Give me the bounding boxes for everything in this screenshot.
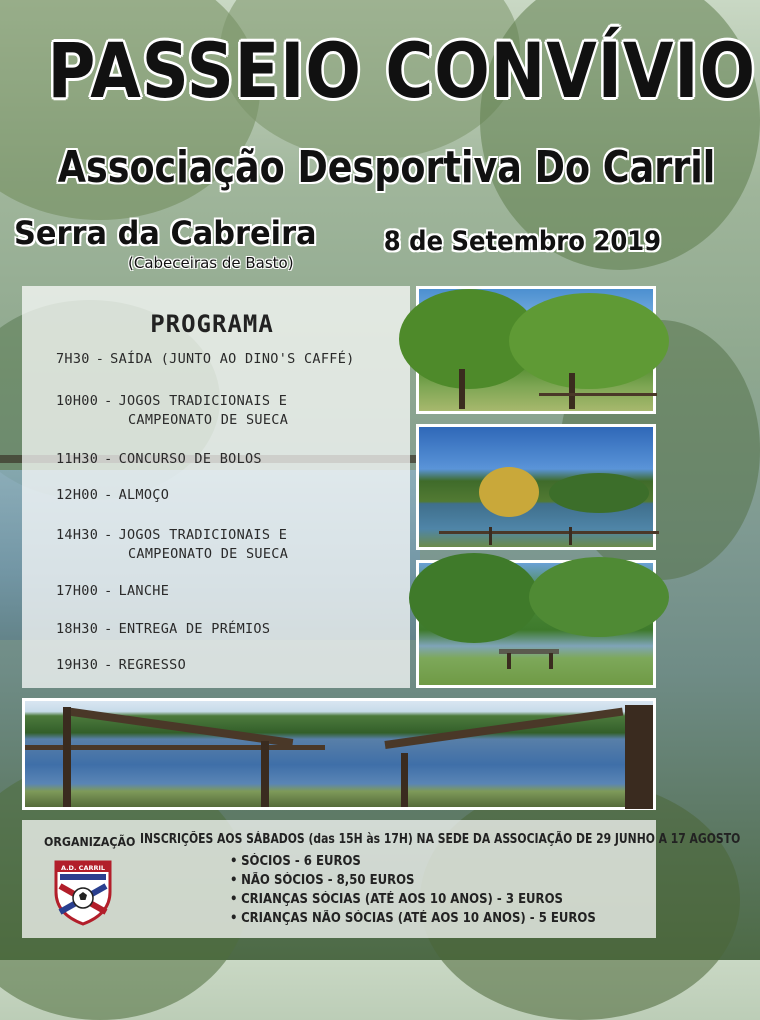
- price-text: CRIANÇAS NÃO SÓCIAS (ATÉ AOS 10 ANOS) - 5 EUROS: [241, 911, 596, 926]
- organization-label: ORGANIZAÇÃO: [44, 835, 136, 849]
- registration-info: INSCRIÇÕES AOS SÁBADOS (das 15H às 17H) NA SEDE DA ASSOCIAÇÃO DE 29 JUNHO A 17 AGOSTO: [140, 832, 741, 847]
- bullet: •: [230, 873, 238, 888]
- registration-panel: [22, 820, 741, 938]
- price-text: NÃO SÓCIOS - 8,50 EUROS: [241, 873, 415, 888]
- program-item: 10H00 - JOGOS TRADICIONAIS E CAMPEONATO DE SUECA: [56, 392, 406, 430]
- program-item: 19H30 - REGRESSO: [56, 657, 186, 673]
- location-detail: (Cabeceiras de Basto): [128, 254, 294, 272]
- program-panel: [22, 286, 410, 688]
- program-time: 10H00: [56, 393, 99, 409]
- price-text: CRIANÇAS SÓCIAS (ATÉ AOS 10 ANOS) - 3 EUROS: [241, 892, 563, 907]
- bullet: •: [230, 892, 238, 907]
- price-item: [230, 873, 414, 888]
- program-time: 18H30: [56, 621, 99, 637]
- program-description: ENTREGA DE PRÉMIOS: [118, 621, 271, 637]
- program-item: 7H30 - SAÍDA (JUNTO AO DINO'S CAFFÉ): [56, 351, 355, 367]
- bullet: •: [230, 911, 238, 926]
- price-item: [230, 911, 596, 926]
- program-description: JOGOS TRADICIONAIS E: [118, 527, 288, 543]
- program-time: 12H00: [56, 487, 99, 503]
- picnic-area-photo: [416, 560, 656, 688]
- program-time: 7H30: [56, 351, 90, 367]
- svg-text:A.D. CARRIL: A.D. CARRIL: [60, 864, 106, 872]
- price-text: SÓCIOS - 6 EUROS: [241, 854, 361, 869]
- location-name: Serra da Cabreira: [14, 214, 317, 252]
- program-item: 12H00 - ALMOÇO: [56, 487, 170, 503]
- price-item: [230, 854, 361, 869]
- program-time: 11H30: [56, 451, 99, 467]
- program-heading: PROGRAMA: [150, 310, 274, 338]
- program-time: 17H00: [56, 583, 99, 599]
- program-item: 14H30 - JOGOS TRADICIONAIS E CAMPEONATO DE SUECA: [56, 526, 406, 564]
- program-description: SAÍDA (JUNTO AO DINO'S CAFFÉ): [110, 351, 355, 367]
- event-date: 8 de Setembro 2019: [383, 226, 661, 257]
- lake-fence-photo: [22, 698, 656, 810]
- program-description: ALMOÇO: [118, 487, 170, 503]
- club-logo: [54, 856, 112, 926]
- park-trees-photo: [416, 286, 656, 414]
- program-description: REGRESSO: [118, 657, 186, 673]
- poster-title: PASSEIO CONVÍVIO: [47, 26, 756, 115]
- program-item: 17H00 - LANCHE: [56, 583, 170, 599]
- program-description: JOGOS TRADICIONAIS E: [118, 393, 288, 409]
- program-description-continued: CAMPEONATO DE SUECA: [128, 412, 289, 428]
- association-name: Associação Desportiva Do Carril: [57, 142, 716, 193]
- lake-photo: [416, 424, 656, 550]
- program-item: 11H30 - CONCURSO DE BOLOS: [56, 451, 262, 467]
- program-time: 19H30: [56, 657, 99, 673]
- program-description: LANCHE: [118, 583, 170, 599]
- bullet: •: [230, 854, 238, 869]
- price-item: [230, 892, 563, 907]
- program-description: CONCURSO DE BOLOS: [118, 451, 262, 467]
- program-item: 18H30 - ENTREGA DE PRÉMIOS: [56, 621, 271, 637]
- program-time: 14H30: [56, 527, 99, 543]
- program-description-continued: CAMPEONATO DE SUECA: [128, 546, 289, 562]
